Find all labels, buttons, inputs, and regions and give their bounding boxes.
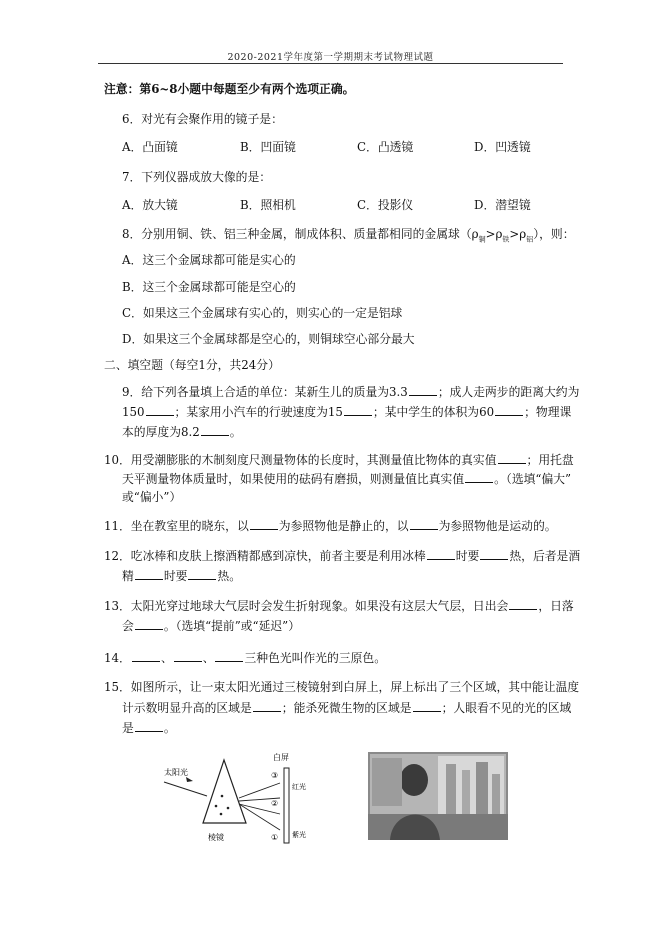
refracted-ray-top (239, 783, 280, 798)
q9-blank-5 (201, 424, 229, 436)
q12-blank-2 (480, 548, 508, 560)
question-13-line-2: 会 。（选填“提前”或“延迟”） (122, 619, 301, 633)
q14-blank-2 (174, 650, 202, 662)
sunlight-label: 太阳光 (164, 768, 188, 777)
q14-blank-3 (215, 650, 243, 662)
question-14: 14． 、 、 三种色光叫作光的三原色。 (104, 651, 387, 665)
classroom-photo (368, 752, 508, 840)
question-15-line-1: 15．如图所示，让一束太阳光通过三棱镜射到白屏上，屏上标出了三个区域，其中能让温度 (104, 680, 580, 694)
q9-blank-1 (409, 384, 437, 396)
q6-option-c: C．凸透镜 (357, 140, 414, 154)
question-10-line-2: 天平测量物体质量时，如果使用的砝码有磨损，则测量值比真实值 。（选填“偏大” (122, 472, 572, 486)
q9-blank-2 (146, 404, 174, 416)
q11-blank-1 (250, 518, 278, 530)
question-7: 7．下列仪器成放大像的是： (122, 170, 272, 184)
q8-option-c: C．如果这三个金属球有实心的，则实心的一定是铝球 (122, 306, 403, 320)
page-header: 2020-2021学年度第一学期期末考试物理试题 (227, 52, 434, 63)
white-screen (284, 768, 289, 843)
q12-blank-3 (135, 568, 163, 580)
q15-blank-2 (413, 700, 441, 712)
q9-blank-4 (495, 404, 523, 416)
q8-option-b: B．这三个金属球都可能是空心的 (122, 280, 296, 294)
incident-ray (164, 782, 207, 796)
question-9-line-2: 150 ；某家用小汽车的行驶速度为15 ；某中学生的体积为60 ；物理课 (122, 405, 572, 419)
region-1-marker: ③ (271, 771, 279, 780)
q7-option-d: D．潜望镜 (474, 198, 531, 212)
question-8: 8．分别用铜、铁、铝三种金属，制成体积、质量都相同的金属球$(\rho_铜>\rho_铁>\rho_铝)$，则： (122, 227, 575, 244)
header-rule (98, 63, 563, 64)
q6-option-d: D．凹透镜 (474, 140, 531, 154)
q11-blank-2 (410, 518, 438, 530)
q8-option-a: A．这三个金属球都可能是实心的 (122, 253, 296, 267)
multi-choice-note: 注意：第6~8小题中每题至少有两个选项正确。 (104, 82, 355, 96)
region-3-marker: ① (271, 833, 279, 842)
violet-light-label: 紫光 (292, 831, 306, 839)
prism-dot (227, 807, 230, 810)
question-15-line-2: 计示数明显升高的区域是 ；能杀死微生物的区域是 ；人眼看不见的光的区域 (122, 701, 572, 715)
q10-blank-2 (465, 471, 493, 483)
q6-option-b: B．凹面镜 (240, 140, 296, 154)
q12-blank-4 (188, 568, 216, 580)
q7-option-a: A．放大镜 (122, 198, 178, 212)
question-6: 6．对光有会聚作用的镜子是： (122, 112, 283, 126)
question-10-line-3: 或“偏小”） (122, 490, 182, 504)
q13-blank-1 (509, 598, 537, 610)
screen-label: 白屏 (273, 753, 289, 762)
q9-blank-3 (344, 404, 372, 416)
question-12-line-2: 精 时要 热。 (122, 569, 242, 583)
q15-blank-1 (253, 700, 281, 712)
prism-shape (203, 760, 246, 823)
section-2-title: 二、填空题（每空1分，共24分） (104, 358, 280, 372)
q10-blank-1 (498, 452, 526, 464)
q7-option-c: C．投影仪 (357, 198, 414, 212)
q8-option-d: D．如果这三个金属球都是空心的，则铜球空心部分最大 (122, 332, 415, 346)
question-12-line-1: 12．吃冰棒和皮肤上擦酒精都感到凉快，前者主要是利用冰棒 时要 热，后者是酒 (104, 549, 581, 563)
question-11: 11．坐在教室里的晓东，以 为参照物他是静止的，以 为参照物他是运动的。 (104, 519, 557, 533)
question-13-line-1: 13．太阳光穿过地球大气层时会发生折射现象。如果没有这层大气层，日出会 ，日落 (104, 599, 574, 613)
prism-dispersion-diagram (160, 748, 310, 848)
q14-blank-1 (132, 650, 160, 662)
red-light-label: 红光 (292, 783, 306, 791)
q12-blank-1 (427, 548, 455, 560)
question-10-line-1: 10．用受潮膨胀的木制刻度尺测量物体的长度时，其测量值比物体的真实值 ；用托盘 (104, 453, 574, 467)
prism-dot (220, 813, 223, 816)
question-9-line-1: 9．给下列各量填上合适的单位：某新生儿的质量为3.3 ；成人走两步的距离大约为 (122, 385, 580, 399)
q13-blank-2 (135, 618, 163, 630)
ray-arrow-icon (186, 777, 193, 782)
prism-dot (215, 805, 218, 808)
q6-option-a: A．凸面镜 (122, 140, 178, 154)
region-2-marker: ② (271, 799, 279, 808)
prism-dot (221, 795, 224, 798)
q7-option-b: B．照相机 (240, 198, 296, 212)
question-15-line-3: 是 。 (122, 721, 176, 735)
q15-blank-3 (135, 720, 163, 732)
prism-label: 棱镜 (208, 833, 224, 842)
question-9-line-3: 本的厚度为8.2 。 (122, 425, 242, 439)
